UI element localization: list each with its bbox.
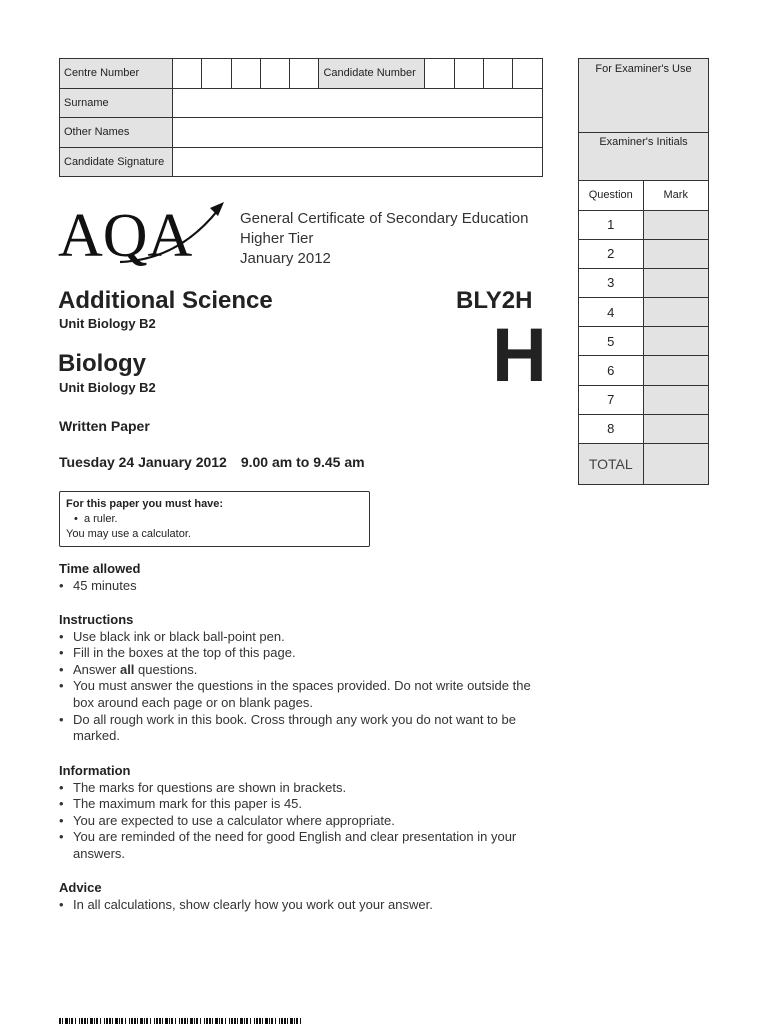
equipment-title: For this paper you must have:	[66, 498, 224, 510]
item-text-post: questions.	[134, 661, 198, 677]
mark-cell[interactable]	[643, 239, 708, 268]
candidate-number-label: Candidate Number	[319, 59, 425, 89]
list-item: • You are expected to use a calculator where appropriate.	[59, 813, 539, 830]
mark-cell[interactable]	[643, 268, 708, 297]
surname-label: Surname	[60, 88, 173, 118]
paper-code: BLY2H	[456, 287, 533, 314]
candidate-number-box[interactable]	[513, 59, 542, 89]
unit-subtitle-1: Unit Biology B2	[59, 316, 156, 331]
exam-date: Tuesday 24 January 2012	[59, 454, 227, 470]
marks-table	[579, 181, 708, 484]
question-header: Question	[579, 181, 643, 210]
paper-title-biology: Biology	[58, 350, 146, 377]
question-number: 8	[579, 414, 643, 443]
mark-cell[interactable]	[643, 356, 708, 385]
barcode-icon	[59, 1018, 303, 1024]
advice-heading: Advice	[59, 880, 102, 895]
centre-number-box[interactable]	[173, 59, 202, 89]
list-item: • Fill in the boxes at the top of this page.	[59, 645, 539, 662]
question-number: 2	[579, 239, 643, 268]
list-item: • You are reminded of the need for good English and clear presentation in your answers.	[59, 829, 539, 862]
tier-name: Higher Tier	[240, 230, 314, 247]
examiner-box	[578, 58, 709, 485]
paper-type: Written Paper	[59, 418, 150, 434]
candidate-details-table	[59, 58, 543, 177]
centre-number-label: Centre Number	[60, 59, 173, 89]
mark-header: Mark	[643, 181, 708, 210]
qualification-name: General Certificate of Secondary Education	[240, 210, 529, 227]
list-item: • Do all rough work in this book. Cross through any work you do not want to be marked.	[59, 712, 539, 745]
centre-number-box[interactable]	[290, 59, 319, 89]
candidate-signature-label: Candidate Signature	[60, 147, 173, 177]
question-number: 4	[579, 298, 643, 327]
list-item: • You must answer the questions in the spaces provided. Do not write outside the box around each page or on blank pages.	[59, 678, 539, 711]
mark-cell[interactable]	[643, 210, 708, 239]
calculator-note: You may use a calculator.	[66, 528, 191, 540]
candidate-signature-field[interactable]	[173, 147, 543, 177]
other-names-label: Other Names	[60, 118, 173, 148]
advice-section	[59, 880, 539, 913]
aqa-logo	[58, 200, 228, 268]
mark-cell[interactable]	[643, 327, 708, 356]
exam-datetime	[59, 454, 365, 470]
unit-subtitle-2: Unit Biology B2	[59, 380, 156, 395]
item-text-pre: Answer	[73, 661, 120, 677]
mark-cell[interactable]	[643, 414, 708, 443]
total-mark-cell[interactable]	[643, 444, 708, 484]
aqa-logo-text: AQA	[58, 202, 193, 268]
qualification-block	[240, 209, 529, 269]
candidate-number-box[interactable]	[454, 59, 483, 89]
paper-title-additional-science: Additional Science	[58, 287, 273, 314]
exam-session: January 2012	[240, 250, 331, 267]
candidate-number-box[interactable]	[425, 59, 454, 89]
information-section	[59, 763, 539, 863]
centre-number-box[interactable]	[202, 59, 231, 89]
question-number: 6	[579, 356, 643, 385]
surname-field[interactable]	[173, 88, 543, 118]
centre-number-box[interactable]	[260, 59, 289, 89]
equipment-item: • a ruler.	[74, 513, 118, 525]
mark-cell[interactable]	[643, 298, 708, 327]
other-names-field[interactable]	[173, 118, 543, 148]
list-item: • Use black ink or black ball-point pen.	[59, 629, 539, 646]
total-label: TOTAL	[579, 444, 643, 484]
centre-number-box[interactable]	[231, 59, 260, 89]
time-allowed-section	[59, 561, 539, 594]
time-allowed-heading: Time allowed	[59, 561, 141, 576]
tier-letter: H	[492, 313, 547, 398]
list-item: • 45 minutes	[59, 578, 539, 595]
equipment-box	[59, 491, 370, 547]
item-text-bold: all	[119, 661, 135, 677]
list-item	[59, 662, 539, 679]
question-number: 3	[579, 268, 643, 297]
mark-cell[interactable]	[643, 385, 708, 414]
candidate-number-box[interactable]	[484, 59, 513, 89]
instructions-heading: Instructions	[59, 612, 134, 627]
equipment-item-text: a ruler.	[83, 513, 118, 525]
list-item: • The maximum mark for this paper is 45.	[59, 796, 539, 813]
list-item: • In all calculations, show clearly how you work out your answer.	[59, 897, 539, 914]
examiner-initials-label: Examiner's Initials	[579, 133, 708, 181]
question-number: 5	[579, 327, 643, 356]
list-item: • The marks for questions are shown in brackets.	[59, 780, 539, 797]
exam-time: 9.00 am to 9.45 am	[240, 454, 365, 470]
examiner-use-label: For Examiner's Use	[579, 59, 708, 133]
question-number: 1	[579, 210, 643, 239]
logo-arrow-icon	[210, 202, 224, 216]
question-number: 7	[579, 385, 643, 414]
instructions-section	[59, 612, 539, 745]
information-heading: Information	[59, 763, 131, 778]
